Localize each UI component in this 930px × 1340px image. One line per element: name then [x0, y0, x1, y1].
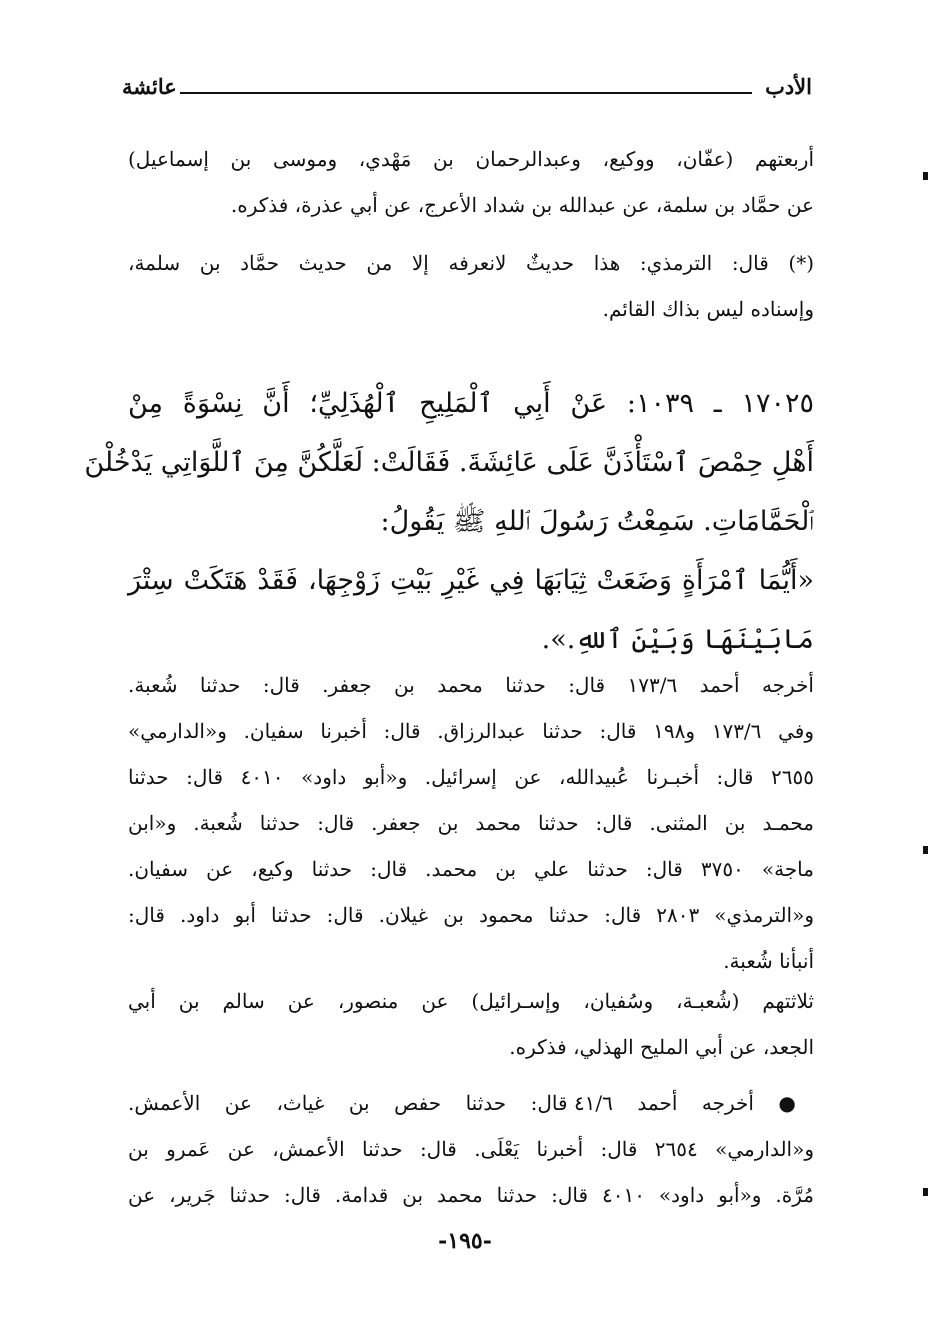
text-line: محمـد بن المثنى. قال: حدثنا محمد بن جعفر. قال: حدثنا شُعبة. و«ابن [128, 811, 814, 835]
text-line: (*) قال: الترمذي: هذا حديثٌ لانعرفه إلا من حديث حمَّاد بن سلمة، [128, 251, 814, 275]
header-chapter-name: عائشة [122, 74, 177, 99]
text-line: أنبأنا شُعبة. [723, 949, 814, 973]
hadith-line: ٱلْحَمَّامَاتِ. سَمِعْتُ رَسُولَ ٱللهِ ﷺ يَقُولُ: [380, 506, 814, 537]
margin-mark [923, 846, 928, 854]
takhrij-paragraph [128, 662, 814, 984]
text-line: ماجة» ٣٧٥٠ قال: حدثنا علي بن محمد. قال: حدثنا وكيع، عن سفيان. [128, 857, 814, 881]
text-line: ثلاثتهم (شُعبـة، وسُفيان، وإسـرائيل) عن منصور، عن سالم بن أبي [128, 989, 814, 1013]
text-line: أخرجه أحمد ١٧٣/٦ قال: حدثنا محمد بن جعفر. قال: حدثنا شُعبة. [128, 673, 814, 697]
margin-mark [923, 1188, 928, 1196]
chain-summary-paragraph [128, 978, 814, 1070]
text-line: وإسناده ليس بذاك القائم. [602, 297, 814, 321]
page-number: -١٩٥- [438, 1228, 492, 1254]
opening-paragraph [128, 136, 814, 228]
text-line: وفي ١٧٣/٦ و١٩٨ قال: حدثنا عبدالرزاق. قال: أخبرنا سفيان. و«الدارمي» [128, 719, 815, 743]
text-line: و«الترمذي» ٢٨٠٣ قال: حدثنا محمود بن غيلان. قال: حدثنا أبو داود. قال: [128, 903, 814, 927]
running-header [122, 74, 812, 110]
hadith-line: أَهْلِ حِمْصَ ٱسْتَأْذَنَّ عَلَى عَائِشَةَ. فَقَالَتْ: لَعَلَّكُنَّ مِنَ ٱللَّوَاتِي يَدْخُلْنَ [84, 447, 814, 478]
tirmidhi-note [128, 240, 814, 332]
text-line: ● أخرجه أحمد ٤١/٦ قال: حدثنا حفص بن غياث، عن الأعمش. [128, 1091, 815, 1115]
hadith-line: مَابَيْنَهَا وَبَيْنَ ٱللهِ.». [541, 624, 814, 655]
hadith-line: ١٧٠٢٥ ـ ١٠٣٩: عَنْ أَبِي ٱلْمَلِيحِ ٱلْهُذَلِيِّ؛ أَنَّ نِسْوَةً مِنْ [128, 388, 814, 419]
text-line: أربعتهم (عفّان، ووكيع، وعبدالرحمان بن مَهْدي، وموسى بن إسماعيل) [128, 147, 814, 171]
header-rule [180, 92, 752, 94]
text-line: و«الدارمي» ٢٦٥٤ قال: أخبرنا يَعْلَى. قال: حدثنا الأعمش، عن عَمرو بن [128, 1137, 815, 1161]
text-line: ٢٦٥٥ قال: أخبـرنا عُبيدالله، عن إسرائيل. و«أبو داود» ٤٠١٠ قال: حدثنا [128, 765, 814, 789]
hadith-text [84, 374, 814, 669]
text-line: عن حمَّاد بن سلمة، عن عبدالله بن شداد الأعرج، عن أبي عذرة، فذكره. [230, 193, 814, 217]
second-takhrij-paragraph [128, 1080, 814, 1218]
text-line: مُرَّة. و«أبو داود» ٤٠١٠ قال: حدثنا محمد بن قدامة. قال: حدثنا جَرير، عن [128, 1183, 814, 1207]
hadith-line: «أَيُّمَا ٱمْرَأَةٍ وَضَعَتْ ثِيَابَهَا فِي غَيْرِ بَيْتِ زَوْجِهَا، فَقَدْ هَتَكَتْ سِتْرَ [128, 565, 814, 596]
margin-mark [923, 172, 928, 180]
header-section-title: الأدب [765, 74, 812, 99]
text-line: الجعد، عن أبي المليح الهذلي، فذكره. [509, 1035, 814, 1059]
